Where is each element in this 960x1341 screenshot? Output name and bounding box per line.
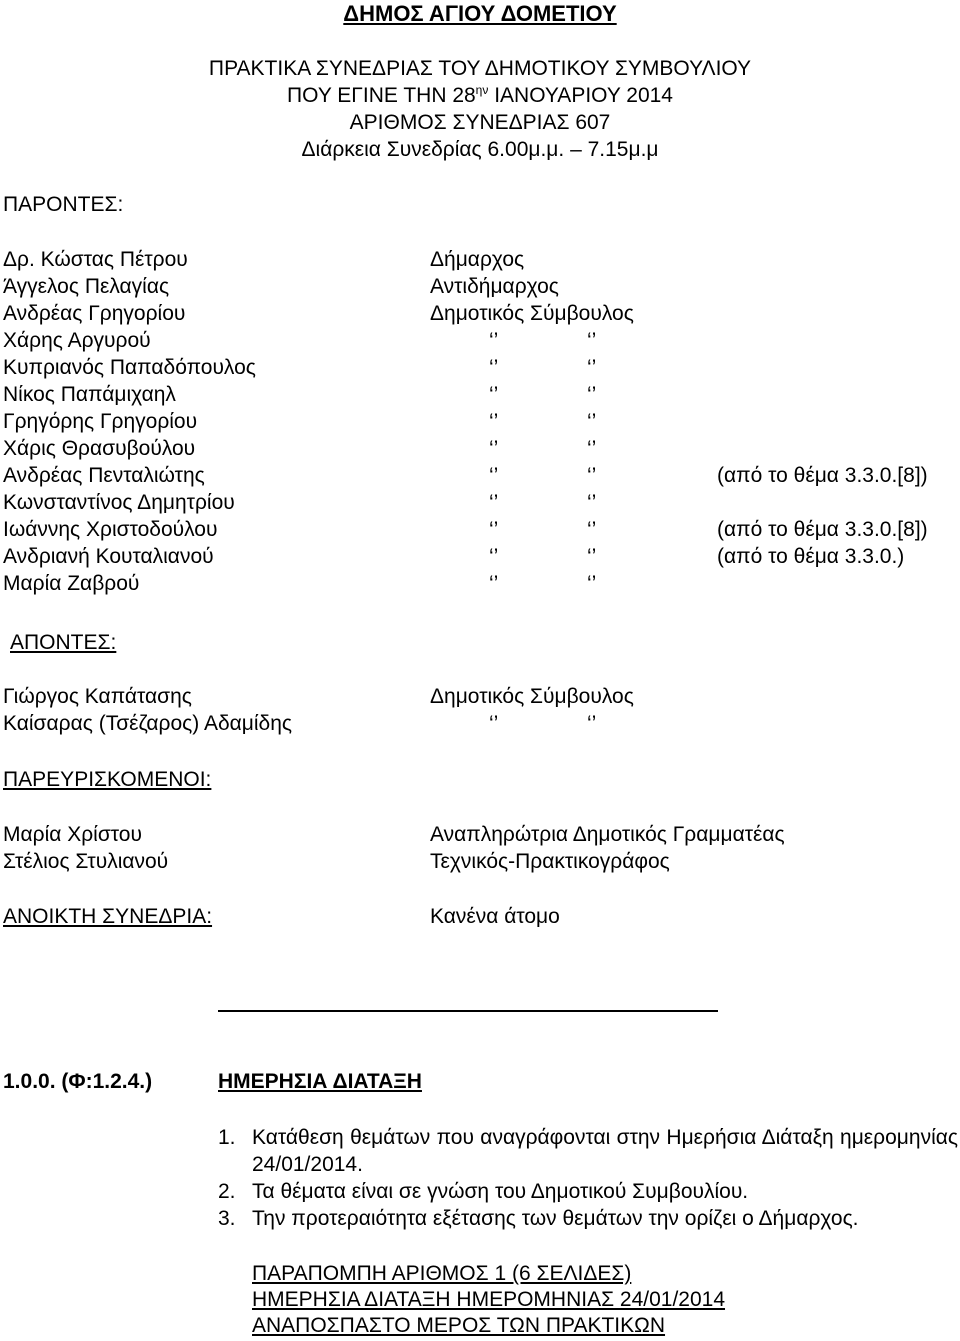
attending-name: Μαρία Χρίστου (3, 823, 142, 846)
ditto-mark: ‘’ (489, 437, 499, 460)
ditto-mark: ‘’ (587, 383, 597, 406)
agenda-item-number: 3. (218, 1207, 236, 1230)
agenda-item-number: 2. (218, 1180, 236, 1203)
ditto-mark: ‘’ (489, 329, 499, 352)
agenda-item: Κατάθεση θεμάτων που αναγράφονται στην Ημερήσια Διάταξη ημερομηνίας 24/01/2014. (252, 1126, 958, 1176)
ditto-mark: ‘’ (489, 518, 499, 541)
present-name: Άγγελος Πελαγίας (3, 275, 170, 298)
ditto-mark: ‘’ (489, 464, 499, 487)
ditto-mark: ‘’ (587, 712, 597, 735)
separator-line (218, 1010, 718, 1012)
ditto-mark: ‘’ (587, 545, 597, 568)
present-role: Δημοτικός Σύμβουλος (430, 302, 634, 325)
agenda-code: 1.0.0. (Φ:1.2.4.) (3, 1070, 153, 1093)
agenda-item: Τα θέματα είναι σε γνώση του Δημοτικού Συμβουλίου. (252, 1180, 749, 1203)
present-name: Ανδρέας Πενταλιώτης (3, 464, 205, 487)
attendance-note: (από το θέμα 3.3.0.[8]) (717, 464, 928, 487)
ditto-mark: ‘’ (489, 491, 499, 514)
present-name: Κυπριανός Παπαδόπουλος (3, 356, 256, 379)
ditto-mark: ‘’ (489, 383, 499, 406)
open-session-heading: ΑΝΟΙΚΤΗ ΣΥΝΕΔΡΙΑ: (3, 905, 213, 928)
present-name: Ανδριανή Κουταλιανού (3, 545, 214, 568)
ditto-mark: ‘’ (489, 356, 499, 379)
ditto-mark: ‘’ (587, 464, 597, 487)
present-name: Γρηγόρης Γρηγορίου (3, 410, 198, 433)
session-number: ΑΡΙΘΜΟΣ ΣΥΝΕΔΡΙΑΣ 607 (349, 111, 611, 134)
attending-name: Στέλιος Στυλιανού (3, 850, 169, 873)
attachment-note: ΑΝΑΠΟΣΠΑΣΤΟ ΜΕΡΟΣ ΤΩΝ ΠΡΑΚΤΙΚΩΝ (252, 1314, 666, 1337)
ditto-mark: ‘’ (489, 410, 499, 433)
ditto-mark: ‘’ (489, 572, 499, 595)
present-name: Χάρης Αργυρού (3, 329, 151, 352)
ditto-mark: ‘’ (587, 410, 597, 433)
present-heading: ΠΑΡΟΝΤΕΣ: (3, 193, 124, 216)
session-date: ΠΟΥ ΕΓΙΝΕ ΤΗΝ $28^{\eta\nu}$ ΙΑΝΟΥΑΡΙΟΥ 2014 (287, 83, 673, 107)
present-name: Κωνσταντίνος Δημητρίου (3, 491, 235, 514)
attachment-reference: ΠΑΡΑΠΟΜΠΗ ΑΡΙΘΜΟΣ 1 (6 ΣΕΛΙΔΕΣ) (252, 1262, 632, 1285)
present-name: Χάρις Θρασυβούλου (3, 437, 196, 460)
present-name: Δρ. Κώστας Πέτρου (3, 248, 188, 271)
present-name: Νίκος Παπάμιχαηλ (3, 383, 176, 406)
attendance-note: (από το θέμα 3.3.0.[8]) (717, 518, 928, 541)
ditto-mark: ‘’ (587, 356, 597, 379)
ditto-mark: ‘’ (587, 572, 597, 595)
ditto-mark: ‘’ (489, 545, 499, 568)
agenda-item-number: 1. (218, 1126, 236, 1149)
ditto-mark: ‘’ (489, 712, 499, 735)
ditto-mark: ‘’ (587, 329, 597, 352)
ditto-mark: ‘’ (587, 491, 597, 514)
absent-name: Καίσαρας (Τσέζαρος) Αδαμίδης (3, 712, 293, 735)
minutes-title: ΠΡΑΚΤΙΚΑ ΣΥΝΕΔΡΙΑΣ ΤΟΥ ΔΗΜΟΤΙΚΟΥ ΣΥΜΒΟΥΛΙΟΥ (208, 57, 752, 80)
present-name: Μαρία Ζαβρού (3, 572, 140, 595)
attendance-note: (από το θέμα 3.3.0.) (717, 545, 905, 568)
ditto-mark: ‘’ (587, 437, 597, 460)
absent-name: Γιώργος Καπάτασης (3, 685, 192, 708)
absent-heading: ΑΠΟΝΤΕΣ: (10, 631, 117, 654)
present-role: Δήμαρχος (430, 248, 525, 271)
attending-role: Αναπληρώτρια Δημοτικός Γραμματέας (430, 823, 785, 846)
present-name: Ιωάννης Χριστοδούλου (3, 518, 218, 541)
agenda-item: Την προτεραιότητα εξέτασης των θεμάτων την ορίζει ο Δήμαρχος. (252, 1207, 859, 1230)
attachment-agenda-date: ΗΜΕΡΗΣΙΑ ΔΙΑΤΑΞΗ ΗΜΕΡΟΜΗΝΙΑΣ 24/01/2014 (252, 1288, 726, 1311)
open-session-value: Κανένα άτομο (430, 905, 560, 928)
session-duration: Διάρκεια Συνεδρίας 6.00μ.μ. – 7.15μ.μ (301, 138, 659, 161)
present-name: Ανδρέας Γρηγορίου (3, 302, 186, 325)
municipality-title: ΔΗΜΟΣ ΑΓΙΟΥ ΔΟΜΕΤΙΟΥ (343, 1, 617, 26)
attending-heading: ΠΑΡΕΥΡΙΣΚΟΜΕΝΟΙ: (3, 768, 212, 791)
agenda-title: ΗΜΕΡΗΣΙΑ ΔΙΑΤΑΞΗ (218, 1070, 422, 1093)
ditto-mark: ‘’ (587, 518, 597, 541)
absent-role: Δημοτικός Σύμβουλος (430, 685, 634, 708)
present-role: Αντιδήμαρχος (430, 275, 559, 298)
attending-role: Τεχνικός-Πρακτικογράφος (430, 850, 670, 873)
